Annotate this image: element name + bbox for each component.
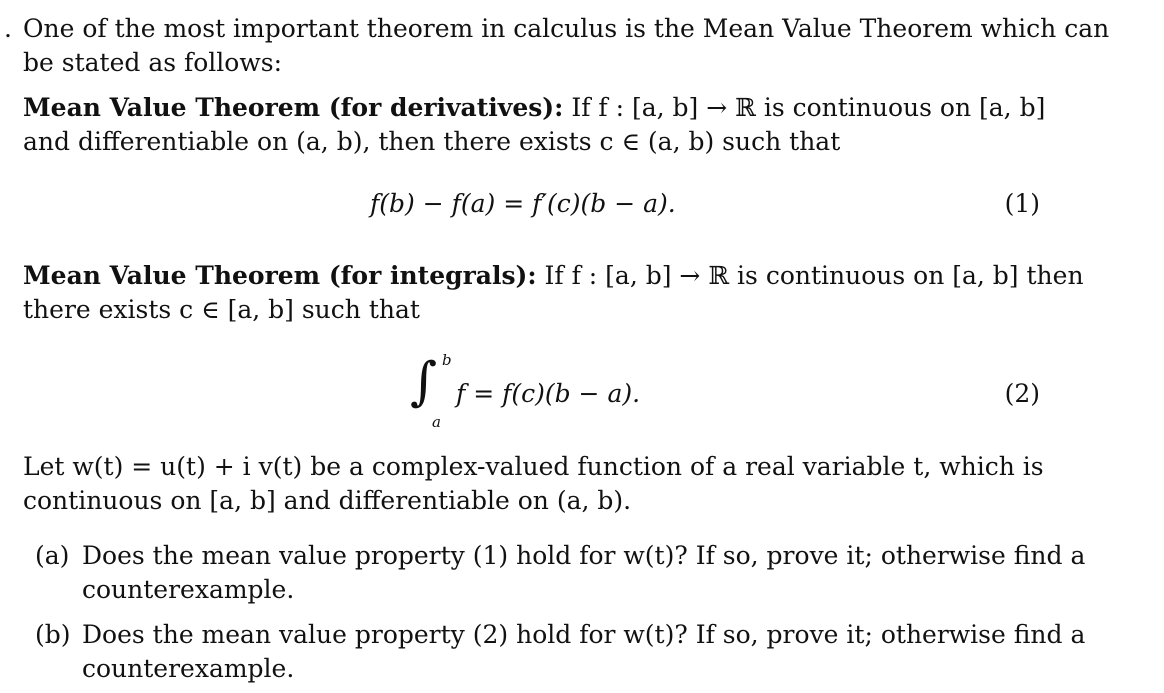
mvt-derivatives-line-1 — [23, 91, 1045, 125]
equation-number-2: (2) — [1004, 379, 1040, 408]
part-b-line-2: counterexample. — [82, 654, 295, 683]
mvt-derivatives-line-2: and differentiable on (a, b), then there exists c ∈ (a, b) such that — [23, 127, 841, 156]
complex-setup-line-1: Let w(t) = u(t) + i v(t) be a complex-valued function of a real variable t, which is — [23, 452, 1044, 481]
mvt-integrals-heading: Mean Value Theorem (for integrals): — [23, 261, 537, 290]
part-a-line-2: counterexample. — [82, 575, 295, 604]
part-b-label: (b) — [35, 620, 71, 649]
integral-upper-limit: b — [442, 351, 452, 369]
intro-line-2: be stated as follows: — [23, 48, 282, 77]
intro-line-1: One of the most important theorem in calculus is the Mean Value Theorem which can — [23, 14, 1110, 43]
part-a-label: (a) — [35, 541, 70, 570]
equation-2: f = f(c)(b − a). — [456, 379, 641, 408]
mvt-derivatives-heading: Mean Value Theorem (for derivatives): — [23, 93, 564, 122]
mvt-derivatives-statement: If f : [a, b] → ℝ is continuous on [a, b] — [571, 93, 1046, 122]
equation-number-1: (1) — [1004, 189, 1040, 218]
part-a-line-1: Does the mean value property (1) hold for w(t)? If so, prove it; otherwise find a — [82, 541, 1086, 570]
mvt-integrals-line-1 — [23, 259, 1084, 293]
complex-setup-line-2: continuous on [a, b] and differentiable on (a, b). — [23, 486, 632, 515]
mvt-integrals-line-2: there exists c ∈ [a, b] such that — [23, 295, 420, 324]
part-b-line-1: Does the mean value property (2) hold for w(t)? If so, prove it; otherwise find a — [82, 620, 1086, 649]
integral-sign: ∫ — [410, 352, 438, 412]
problem-number: . — [4, 14, 12, 43]
mvt-integrals-statement: If f : [a, b] → ℝ is continuous on [a, b] then — [544, 261, 1084, 290]
integral-lower-limit: a — [432, 413, 441, 431]
equation-1: f(b) − f(a) = f′(c)(b − a). — [370, 189, 676, 218]
